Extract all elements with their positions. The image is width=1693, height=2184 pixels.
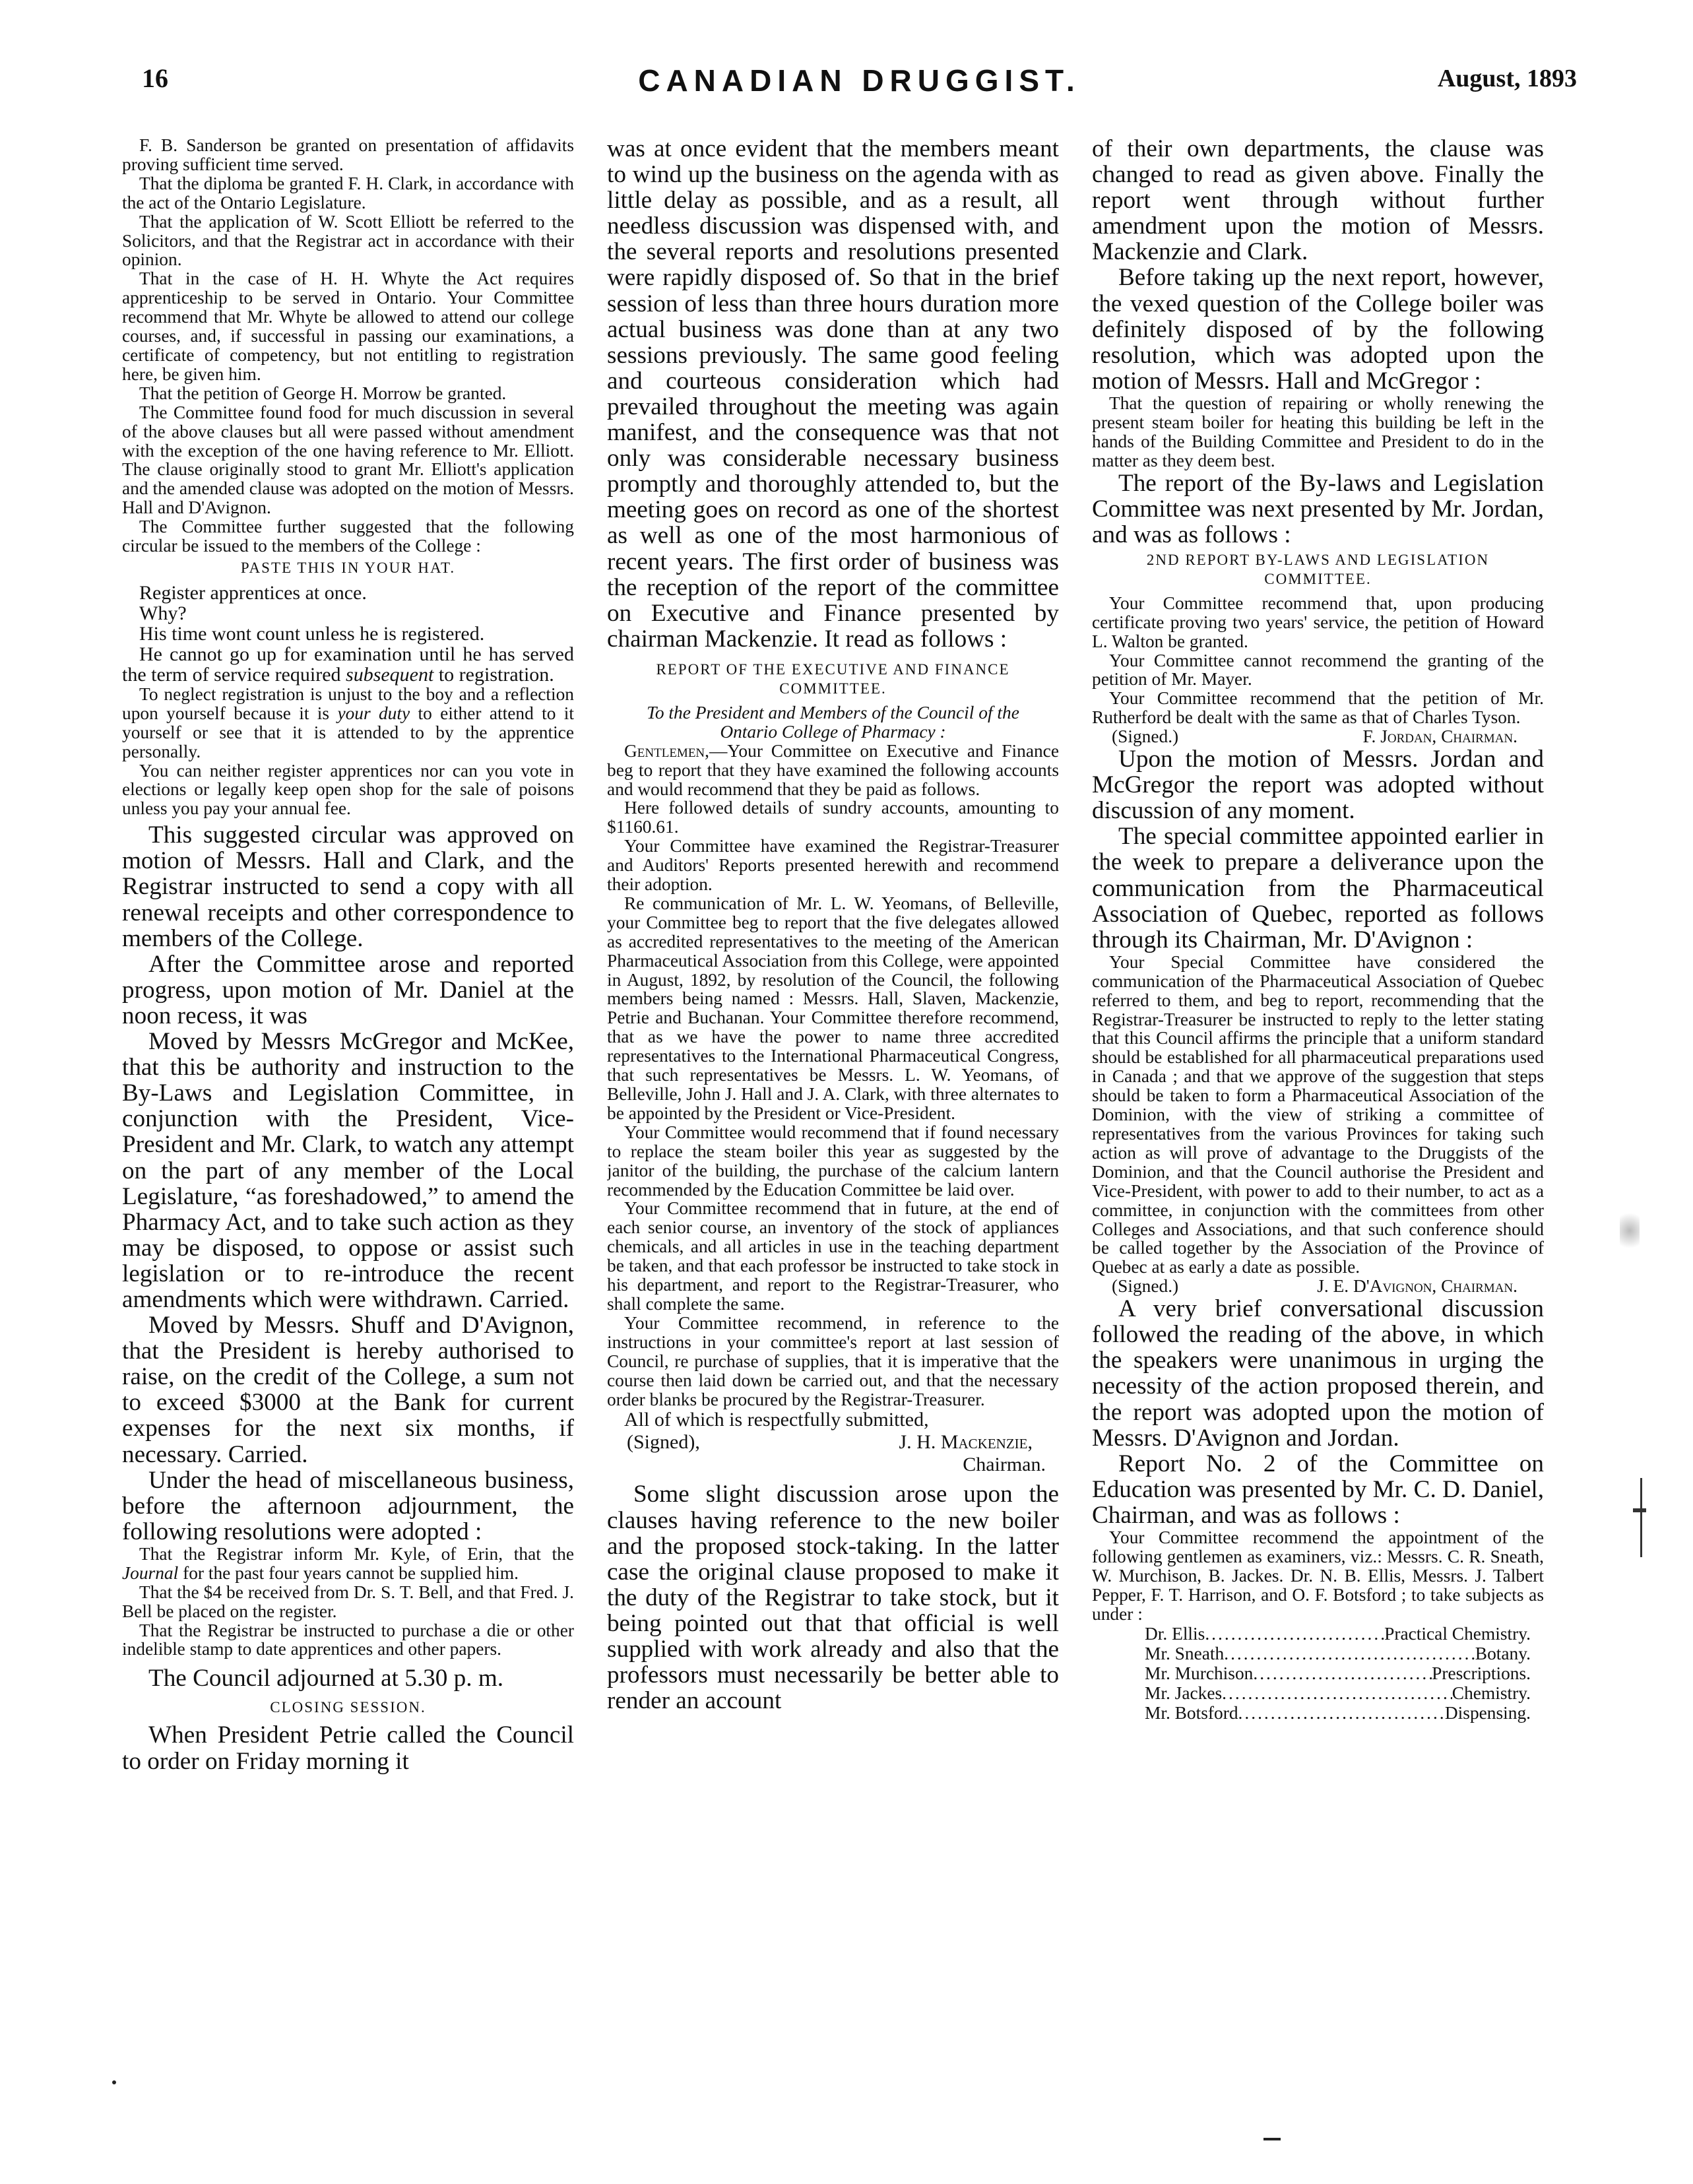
- leader-dots: [1253, 1663, 1432, 1683]
- circular-heading: PASTE THIS IN YOUR HAT.: [240, 559, 456, 576]
- examiner-name: Mr. Sneath: [1145, 1643, 1225, 1663]
- paragraph: Re communication of Mr. L. W. Yeomans, of Belleville, your Committee beg to report that the five delegates allowed as accredited representatives to the meeting of the American Pharmaceutical Association from this College, were appointed in August, 1892, by resolution of the Council, the following members being named : Messrs. Hall, Slaven, Mackenzie, Petrie and Buchanan. Your Committee therefore recommend, that as we have the power to name three accredited representatives to the International Pharmaceutical Congress, that such representatives be Messrs. L. W. Yeomans, of Belleville, John J. Hall and J. A. Clark, with three alternates to be appointed by the President or Vice-President.: [607, 893, 1059, 1123]
- resolution: That the question of repairing or wholly renewing the present steam boiler for heating this building be left in the hands of the Building Committee and President to do in the matter as they deem best.: [1092, 393, 1544, 470]
- table-row: [1145, 1663, 1531, 1683]
- paragraph: Report No. 2 of the Committee on Education was presented by Mr. C. D. Daniel, Chairman, and was as follows :: [1092, 1450, 1544, 1529]
- signed-label: (Signed.): [1112, 1276, 1179, 1297]
- paragraph: of their own departments, the clause was changed to read as given above. Finally the report went through without further amendment upon the motion of Messrs. Mackenzie and Clark.: [1092, 136, 1544, 266]
- table-row: [1145, 1683, 1531, 1703]
- paragraph: Your Committee recommend that the petition of Mr. Rutherford be dealt with the same as that of Charles Tyson.: [1092, 688, 1544, 728]
- paragraph: The report of the By-laws and Legislation Committee was next presented by Mr. Jordan, and was as follows :: [1092, 469, 1544, 548]
- paragraph: The Committee found food for much discussion in several of the above clauses but all were passed without amendment with the exception of the one having reference to Mr. Elliott. The clause originally stood to grant Mr. Elliott's application and the amended clause was adopted on the motion of Messrs. Hall and D'Avignon.: [122, 402, 574, 518]
- leader-dots: [1222, 1683, 1452, 1703]
- examiner-subject: Dispensing.: [1444, 1702, 1531, 1723]
- paragraph: A very brief conversational discussion followed the reading of the above, in which the speakers were unanimous in urging the necessity of the action proposed therein, and the report was adopted upon the motion of Messrs. D'Avignon and Jordan.: [1092, 1295, 1544, 1452]
- report-heading: REPORT OF THE EXECUTIVE AND FINANCE COMMITTEE.: [656, 660, 1010, 697]
- signature-line: [1092, 727, 1544, 746]
- paragraph: When President Petrie called the Council to order on Friday morning it: [122, 1721, 574, 1775]
- paragraph: was at once evident that the members meant to wind up the business on the agenda with as little delay as possible, and as a result, all needless discussion was dispensed with, and the several reports and resolutions presented were rapidly disposed of. So that in the brief session of less than three hours duration more actual business was done than at any two sessions previously. The same good feeling and courteous consideration which had prevailed throughout the meeting was again manifest, and the consequence was that not only was considerable necessary business promptly and thoroughly attended to, but the meeting goes on record as one of the shortest as well as one of the most harmonious of recent years. The first order of business was the reception of the report of the committee on Executive and Finance presented by chairman Mackenzie. It read as follows :: [607, 136, 1059, 653]
- paragraph: Your Committee recommend the appointment of the following gentlemen as examiners, viz.: Messrs. C. R. Sneath, W. Murchison, B. Jackes. Dr. N. B. Ellis, Messrs. J. Talbert Pepper, F. T. Harrison, and O. F. Botsford ; to take subjects as under :: [1092, 1527, 1544, 1624]
- circular-line: Register apprentices at once.: [139, 581, 367, 604]
- column-2: [607, 136, 1059, 2102]
- signed-label: (Signed.): [1112, 726, 1179, 747]
- text-run: That the Registrar inform Mr. Kyle, of Erin, that the: [139, 1543, 574, 1564]
- signatory-title: Chairman.: [963, 1454, 1046, 1476]
- paragraph: Upon the motion of Messrs. Jordan and McGregor the report was adopted without discussion of any moment.: [1092, 746, 1544, 825]
- leader-dots: [1224, 1644, 1475, 1663]
- closing-session-heading: CLOSING SESSION.: [270, 1699, 426, 1716]
- circular-line: You can neither register apprentices nor can you vote in elections or legally keep open shop for the sale of poisons unless you pay your annual fee.: [122, 760, 574, 819]
- circular-line: [122, 685, 574, 761]
- paragraph: The special committee appointed earlier in the week to prepare a deliverance upon the communication from the Pharmaceutical Association of Quebec, reported as follows through its Chairman, Mr. D'Avignon :: [1092, 823, 1544, 953]
- text-run: to registration.: [438, 663, 554, 686]
- examiners-table: [1092, 1624, 1544, 1723]
- paragraph: Under the head of miscellaneous business, before the afternoon adjournment, the following resolutions were adopted :: [122, 1466, 574, 1545]
- report-heading: 2ND REPORT BY-LAWS AND LEGISLATION COMMITTEE.: [1146, 551, 1490, 587]
- paragraph: Your Committee recommend, in reference to the instructions in your committee's report at last session of Council, re purchase of supplies, that it is imperative that the course then laid down be carried out, and that the necessary order blanks be procured by the Registrar-Treasurer.: [607, 1312, 1059, 1409]
- publication-title: CANADIAN DRUGGIST.: [638, 63, 1081, 98]
- paragraph: [607, 742, 1059, 799]
- paragraph: That in the case of H. H. Whyte the Act requires apprenticeship to be served in Ontario. Your Committee recommend that Mr. Whyte be allowed to attend our college courses, and, if successful in passing our examinations, a certificate of competency, but not entitling to registration here, be given him.: [122, 269, 574, 384]
- paragraph: Your Special Committee have considered the communication of the Pharmaceutical Association of Quebec referred to them, and beg to report, recommending that the Registrar-Treasurer be instructed to reply to the letter stating that this Council affirms the principle that a uniform standard should be established for all pharmaceutical preparations used in Canada ; and that we approve of the suggestion that steps should be taken to form a Pharmaceutical Association of the Dominion, with the view of striking a committee of representatives from the various Provinces for taking such action as will prove of advantage to the Druggists of the Dominion, and that the Council authorise the President and Vice-President, with power to add to their number, to act as a committee, in conjunction with the committees from other Colleges and Associations, and that such conference should be called together by the Association of the Province of Quebec at as early a date as possible.: [1092, 951, 1544, 1277]
- text-run: He cannot go up for examination until he has served the term of service required: [122, 643, 574, 686]
- paragraph: Moved by Messrs McGregor and McKee, that this be authority and instruction to the By-Laws and Legislation Committee, in conjunction with the President, Vice-President and Mr. Clark, to watch any attempt on the part of any member of the Local Legislature, “as foreshadowed,” to amend the Pharmacy Act, and to take such action as they may be disposed, to oppose or assist such legislation or to re-introduce the recent amendments which were withdrawn. Carried.: [122, 1028, 574, 1313]
- text-run: to either attend to it yourself or see that it is attended to by the apprentice personally.: [122, 703, 574, 761]
- examiner-name: Mr. Botsford: [1145, 1702, 1238, 1723]
- signature-line: [1092, 1277, 1544, 1296]
- signature-line: [607, 1431, 1059, 1454]
- paragraph: Here followed details of sundry accounts, amounting to $1160.61.: [607, 798, 1059, 837]
- circular-line: Why?: [139, 602, 187, 624]
- resolution: That the $4 be received from Dr. S. T. Bell, and that Fred. J. Bell be placed on the register.: [122, 1582, 574, 1621]
- paragraph: Some slight discussion arose upon the clauses having reference to the new boiler and the proposed stock-taking. In the latter case the original clause proposed to make it the duty of the Registrar to take stock, but it being pointed out that that official is well supplied with work already and also that the professors must necessarily be better able to render an account: [607, 1481, 1059, 1715]
- paragraph: F. B. Sanderson be granted on presentation of affidavits proving sufficient time served.: [122, 136, 574, 174]
- margin-mark: [1640, 1478, 1642, 1557]
- text-run: —Your Committee on Executive and Finance beg to report that they have examined the following accounts and would recommend that they be paid as follows.: [607, 740, 1059, 799]
- paragraph: After the Committee arose and reported progress, upon motion of Mr. Daniel at the noon recess, it was: [122, 950, 574, 1029]
- column-3: [1092, 136, 1544, 2162]
- paragraph: Your Committee have examined the Registrar-Treasurer and Auditors' Reports presented herewith and recommend their adoption.: [607, 836, 1059, 895]
- text-run: To neglect registration is unjust to the boy and a reflection upon yourself because it is: [122, 684, 574, 723]
- paragraph: Your Committee recommend that in future, at the end of each senior course, an inventory of the stock of appliances chemicals, and all articles in use in the teaching department be taken, and that each professor be instructed to take stock in his department, and report to the Registrar-Treasurer, who shall complete the same.: [607, 1198, 1059, 1314]
- column-1: [122, 136, 574, 2096]
- table-row: [1145, 1624, 1531, 1644]
- paragraph: All of which is respectfully submitted,: [624, 1409, 929, 1431]
- examiner-name: Mr. Murchison: [1145, 1663, 1254, 1683]
- paragraph: This suggested circular was approved on motion of Messrs. Hall and Clark, and the Registrar instructed to send a copy with all renewal receipts and other correspondence to members of the College.: [122, 821, 574, 952]
- italic-run: your duty: [337, 703, 410, 723]
- italic-run: Journal: [122, 1562, 179, 1583]
- examiner-subject: Prescriptions.: [1432, 1663, 1531, 1683]
- circular-line: [122, 644, 574, 685]
- leader-dots: [1238, 1703, 1445, 1723]
- table-row: [1145, 1644, 1531, 1663]
- paragraph: Your Committee would recommend that if found necessary to replace the steam boiler this year as suggested by the janitor of the building, the purchase of the calcium lantern recommended by the Education Committee be laid over.: [607, 1122, 1059, 1200]
- paragraph: Moved by Messrs. Shuff and D'Avignon, that the President is hereby authorised to raise, on the credit of the College, a sum not to exceed $3000 at the Bank for current expenses for the next six months, if necessary. Carried.: [122, 1312, 574, 1468]
- salutation: Gentlemen,: [624, 740, 709, 761]
- signed-label: (Signed),: [627, 1431, 700, 1454]
- resolution: [122, 1545, 574, 1583]
- text-run: for the past four years cannot be supplied him.: [183, 1562, 519, 1583]
- page-number: 16: [142, 63, 168, 93]
- end-rule: [1263, 2138, 1281, 2140]
- examiner-subject: Botany.: [1475, 1643, 1531, 1663]
- signatory: J. H. Mackenzie,: [899, 1431, 1033, 1454]
- examiner-subject: Chemistry.: [1452, 1683, 1531, 1703]
- examiner-name: Mr. Jackes: [1145, 1683, 1223, 1703]
- paragraph: That the diploma be granted F. H. Clark, in accordance with the act of the Ontario Legislature.: [122, 173, 574, 212]
- signatory: F. Jordan, Chairman.: [1362, 726, 1517, 747]
- masthead: [142, 63, 1577, 109]
- signatory: J. E. D'Avignon, Chairman.: [1317, 1276, 1517, 1297]
- issue-date: August, 1893: [1437, 65, 1577, 92]
- paragraph: The Committee further suggested that the following circular be issued to the members of the College :: [122, 517, 574, 556]
- examiner-subject: Practical Chemistry.: [1384, 1623, 1531, 1644]
- examiner-name: Dr. Ellis: [1145, 1623, 1205, 1644]
- paragraph: Your Committee cannot recommend the granting of the petition of Mr. Mayer.: [1092, 650, 1544, 690]
- paragraph: Your Committee recommend that, upon producing certificate proving two years' service, the petition of Howard L. Walton be granted.: [1092, 593, 1544, 651]
- paragraph: The Council adjourned at 5.30 p. m.: [148, 1665, 504, 1692]
- paragraph: Before taking up the next report, however, the vexed question of the College boiler was definitely disposed of by the following resolution, which was adopted upon the motion of Messrs. Hall and McGregor :: [1092, 264, 1544, 395]
- paragraph: That the application of W. Scott Elliott be referred to the Solicitors, and that the Registrar act in accordance with their opinion.: [122, 211, 574, 270]
- circular-line: His time wont count unless he is registered.: [139, 622, 485, 645]
- paragraph: That the petition of George H. Morrow be granted.: [139, 383, 507, 403]
- italic-run: subsequent: [346, 663, 434, 686]
- resolution: That the Registrar be instructed to purchase a die or other indelible stamp to date apprentices and other papers.: [122, 1620, 574, 1659]
- margin-smudge: [1620, 1207, 1640, 1254]
- table-row: [1145, 1703, 1531, 1723]
- leader-dots: [1205, 1624, 1384, 1644]
- margin-mark: [1633, 1508, 1646, 1512]
- print-speck: [112, 2080, 116, 2084]
- report-address: To the President and Members of the Council of the Ontario College of Pharmacy :: [647, 702, 1019, 742]
